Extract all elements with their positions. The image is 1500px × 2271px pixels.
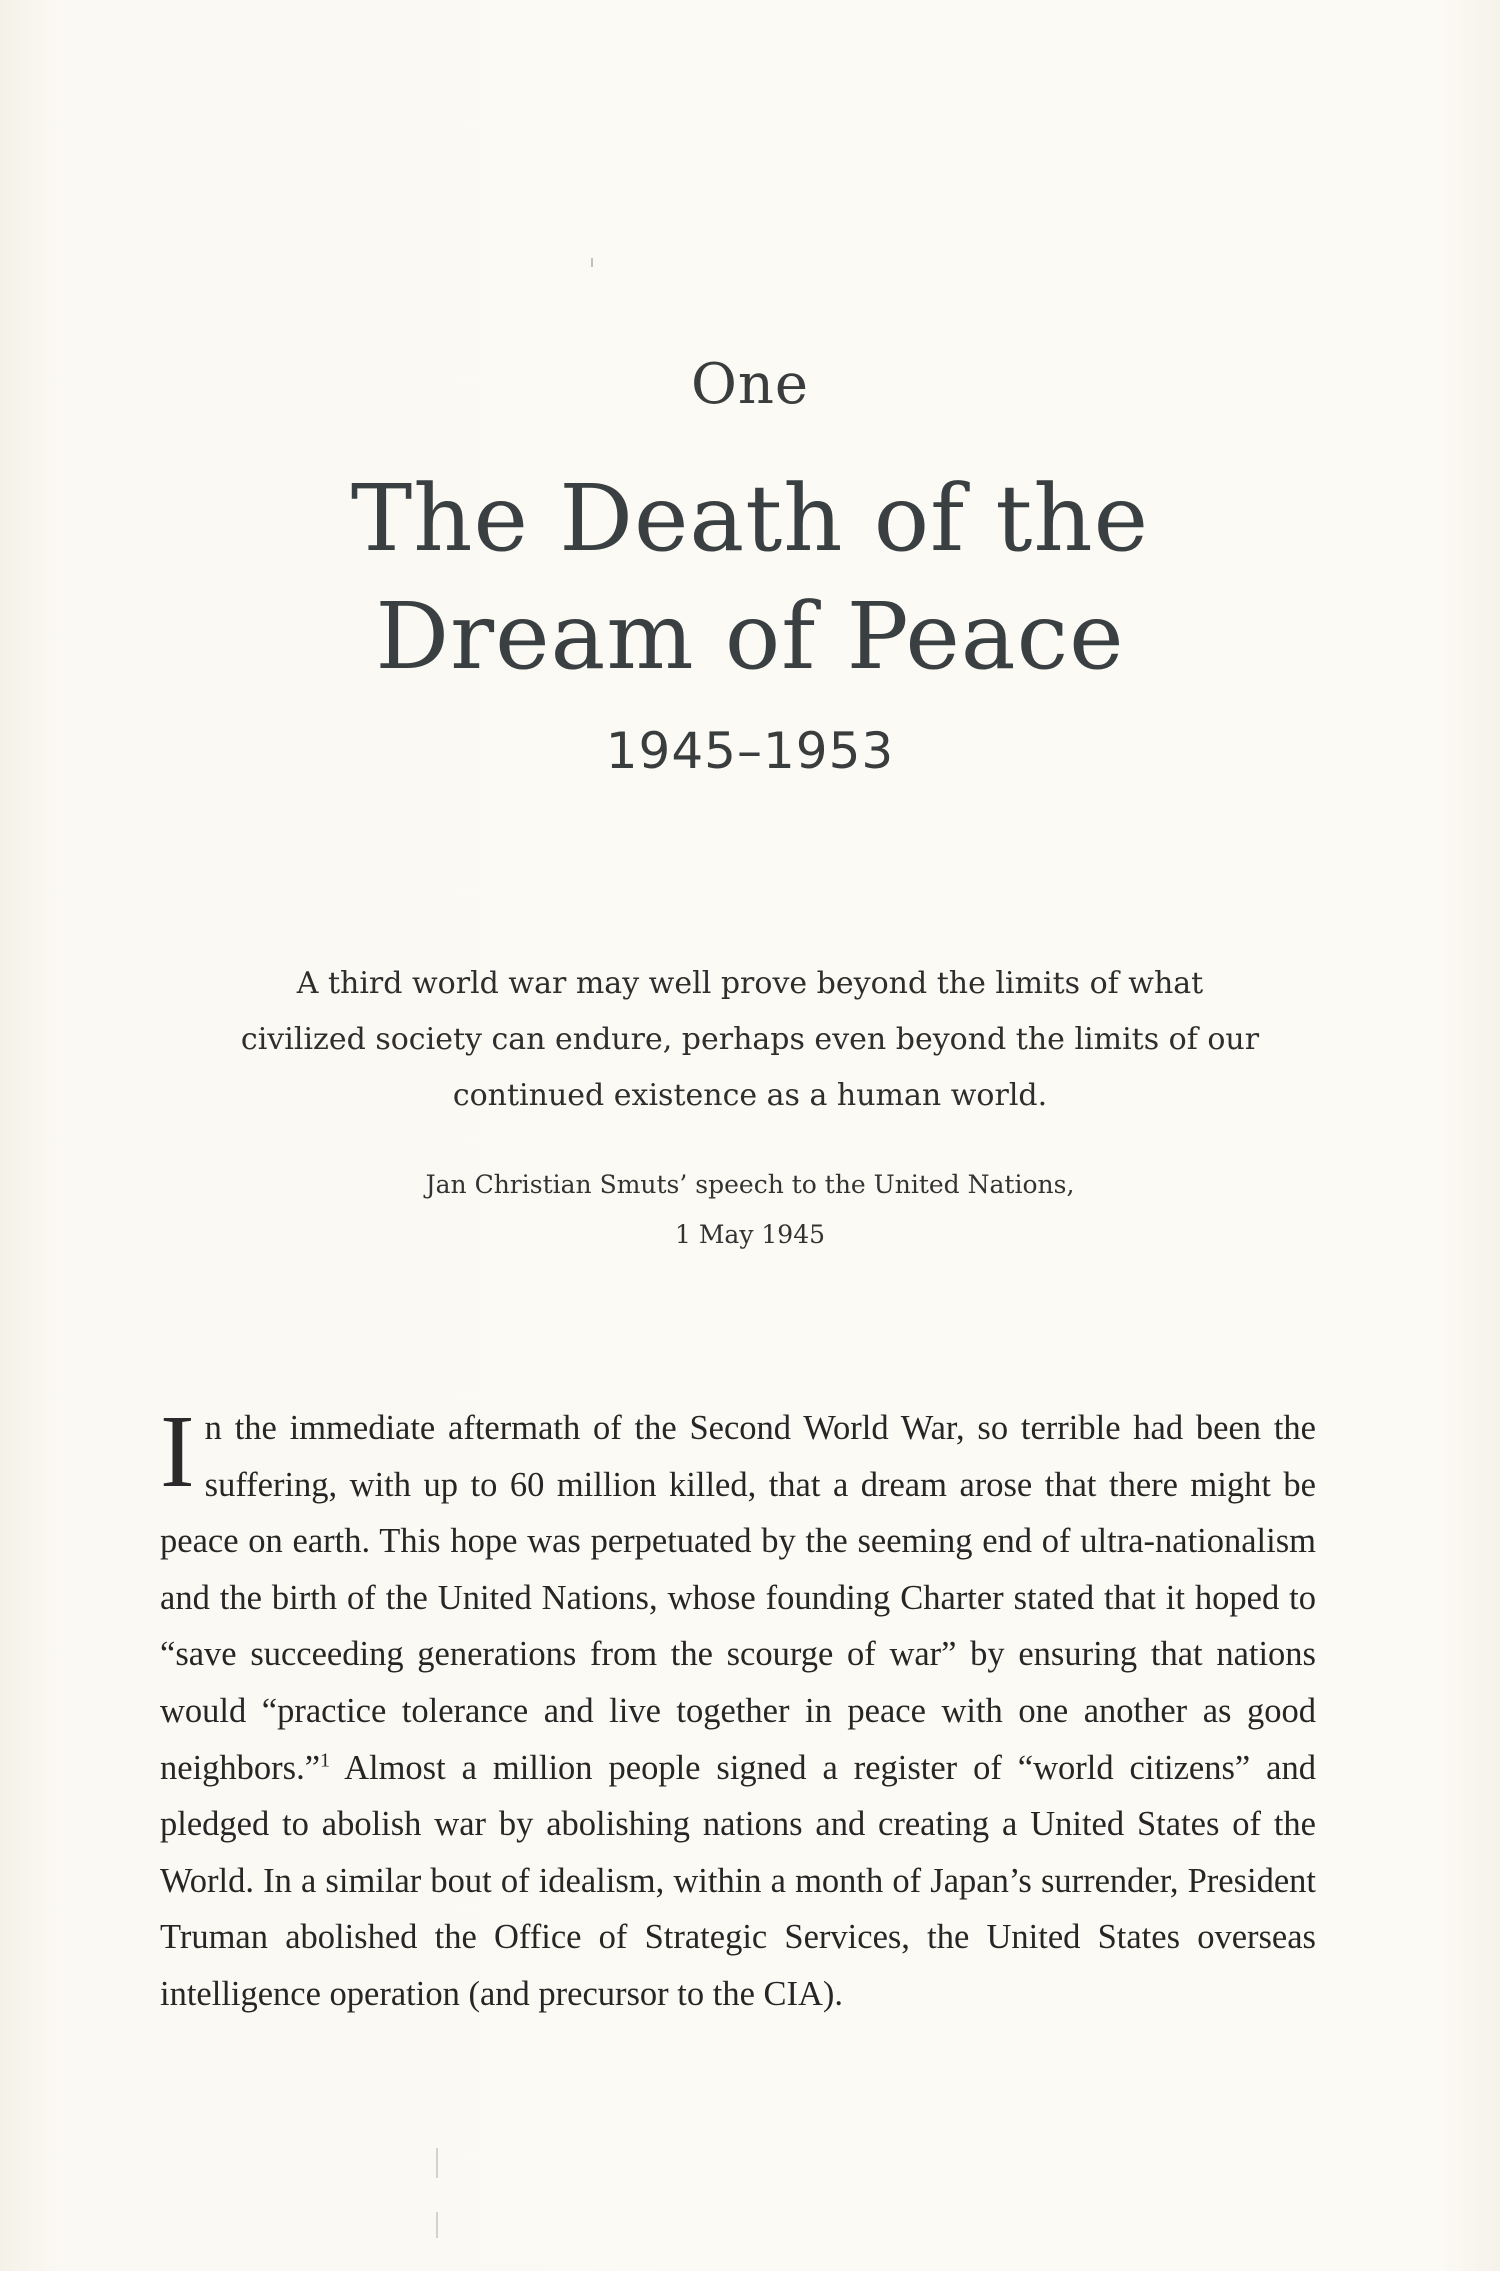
epigraph-attribution xyxy=(330,1160,1170,1260)
scan-speck xyxy=(591,258,593,267)
epigraph-quote: A third world war may well prove beyond the limits of what civilized society can endure, perhaps even beyond the limits of our continued existence as a human world. xyxy=(240,966,1260,1113)
chapter-number: One xyxy=(690,352,810,417)
chapter-title-line-1: The Death of the xyxy=(350,465,1150,572)
paragraph-text-start: n the immediate aftermath of the Second World War, so terrible had been the suffering, with up to 60 million killed, that a dream arose that there might be peace on earth. This hope was perpetuated by the seeming end of ultra-nationalism and the birth of the United Nations, whose founding Charter stated that it hoped to “save succeeding generations from the scourge of war” by ensuring that nations would “practice tolerance and live together in peace with one another as good neighbors.” xyxy=(160,1409,1316,1787)
paragraph-text-end: Almost a million people signed a register of “world citizens” and pledged to abolish war by abolishing nations and creating a United States of the World. In a similar bout of idealism, within a month of Japan’s surrender, President Truman abolished the Office of Strategic Services, the United States overseas intelligence operation (and precursor to the CIA). xyxy=(160,1748,1316,2013)
drop-cap: I xyxy=(160,1394,195,1509)
attribution-line-1: Jan Christian Smuts’ speech to the United Nations, xyxy=(425,1170,1075,1199)
body-paragraph xyxy=(160,1394,1316,2023)
chapter-dates: 1945–1953 xyxy=(605,722,895,780)
scan-line xyxy=(436,2212,438,2238)
chapter-title-line-2: Dream of Peace xyxy=(375,583,1125,690)
scan-line xyxy=(436,2148,438,2178)
footnote-marker[interactable]: 1 xyxy=(320,1749,331,1772)
attribution-line-2: 1 May 1945 xyxy=(674,1220,826,1249)
chapter-title xyxy=(0,460,1500,696)
